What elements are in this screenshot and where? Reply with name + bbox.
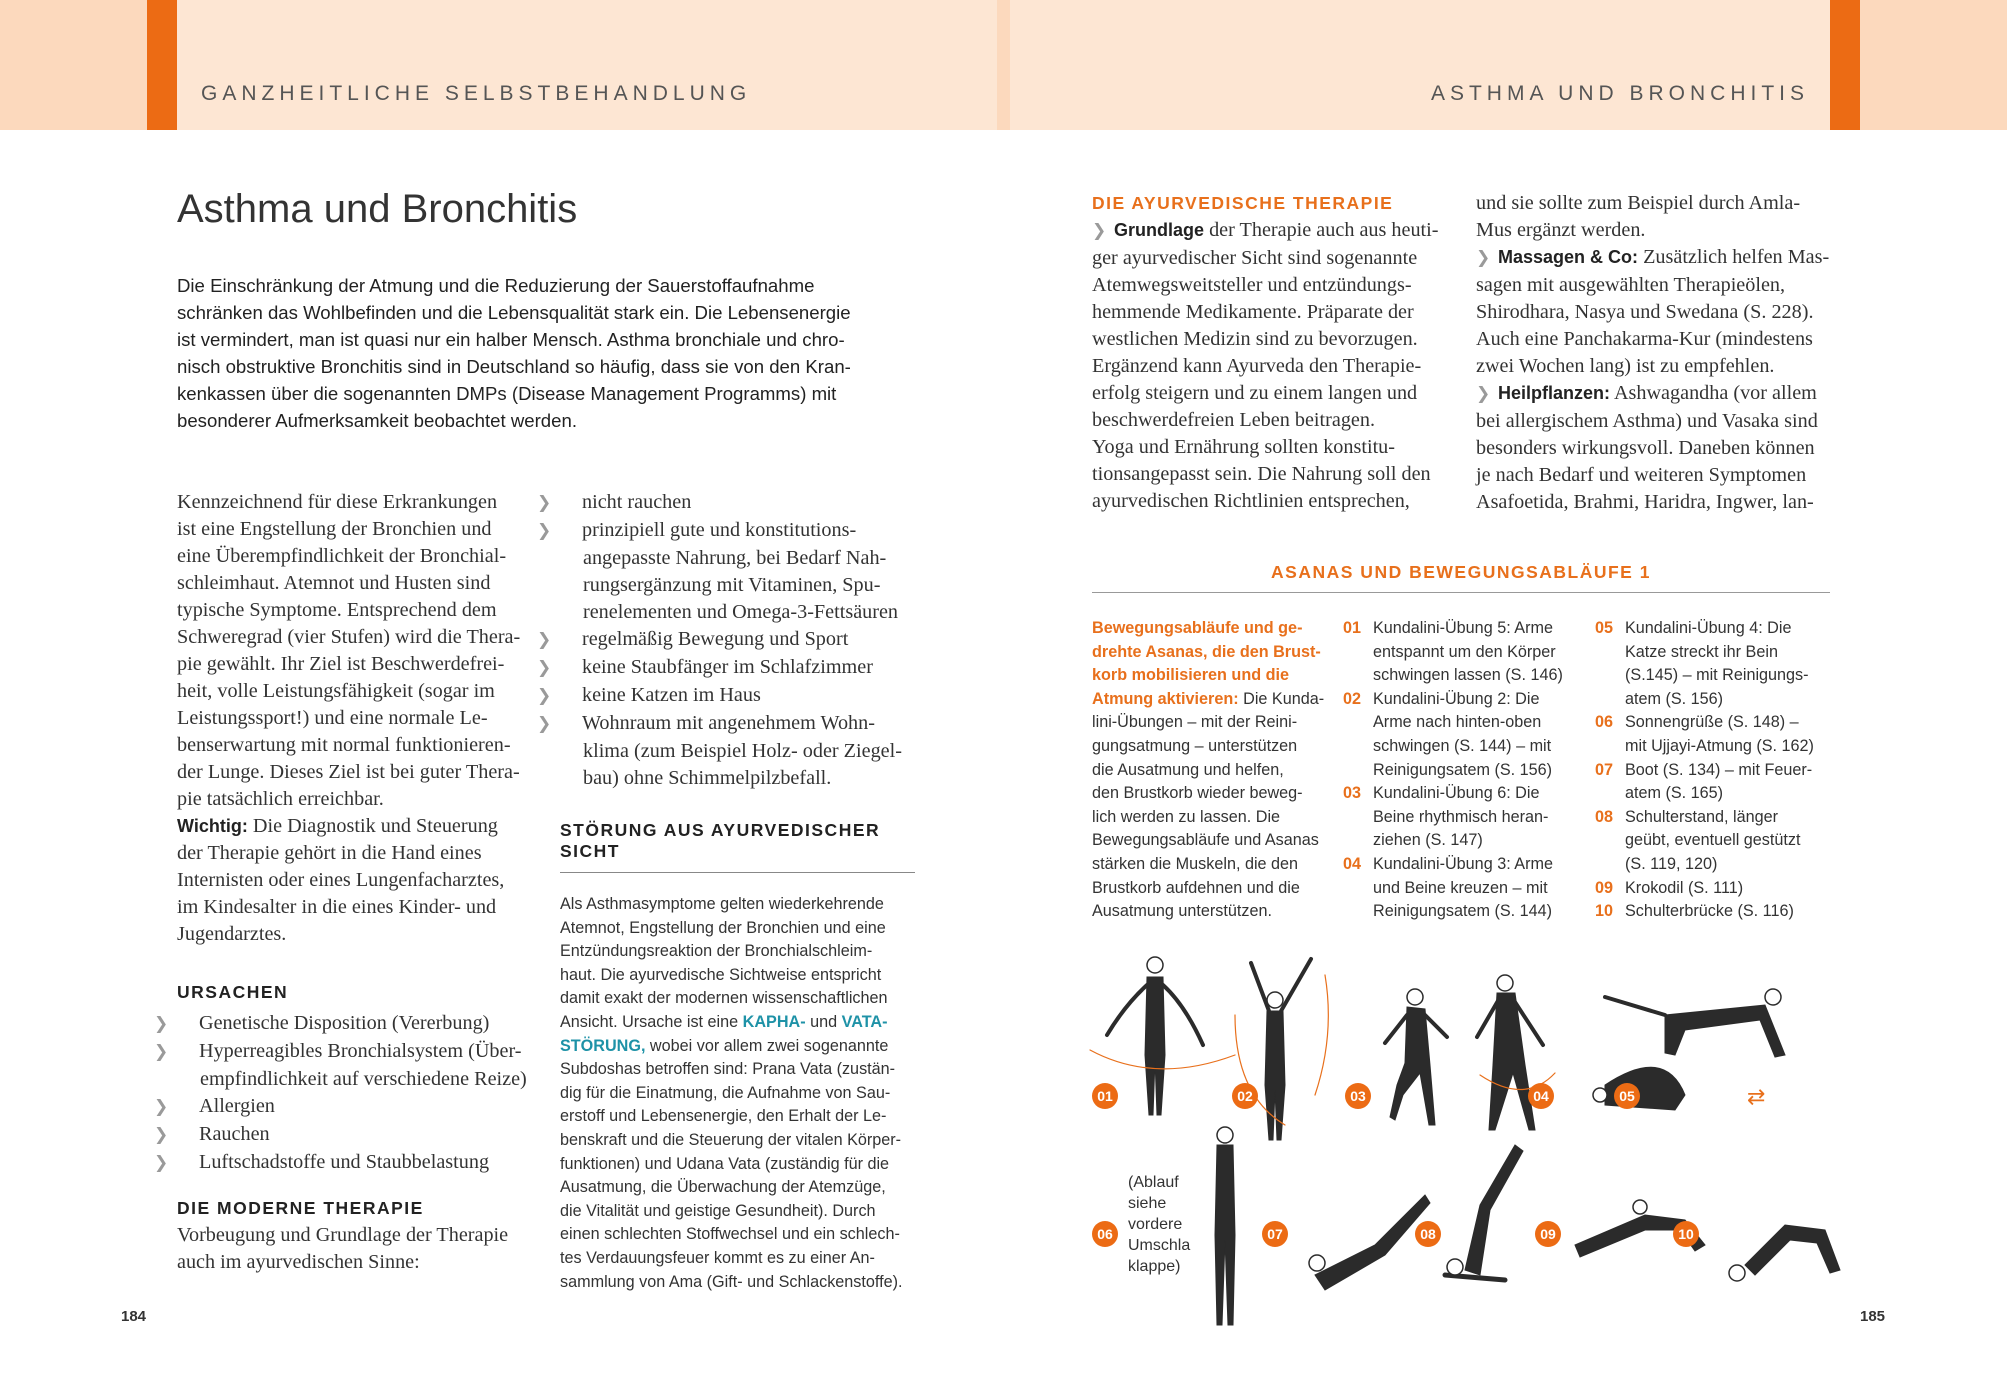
heilpflanzen-label: Heilpflanzen: [1498,383,1611,403]
column-b [537,489,920,1294]
lead-line: Die Einschränkung der Atmung und die Reduzierung der Sauerstoffaufnahme [177,275,815,296]
text-line: auch im ayurvedischen Sinne: [177,1251,420,1273]
figure-badge-01: 01 [1092,1083,1118,1109]
exercise-item: 09 Krokodil (S. 111) [1595,878,1744,897]
lead-line: schränken das Wohlbefinden und die Lebensqualität stark ein. Die Lebensenergie [177,302,851,323]
figure-badge-04: 04 [1528,1083,1554,1109]
stoerung-heading: STÖRUNG AUS AYURVEDISCHER SICHT [560,820,881,861]
figure-badge-05: 05 [1614,1083,1640,1109]
chevron-right-icon: ❯ [537,521,552,541]
text-line: eine Überempfindlichkeit der Bronchial- [177,545,507,567]
accent-stripe-right [1830,0,1860,130]
text-line: Yoga und Ernährung sollten konstitu- [1092,436,1395,458]
figure-10-illustration [1729,1225,1840,1281]
text-line: ayurvedischen Richtlinien entsprechen, [1092,490,1410,512]
text-line: bei allergischem Asthma) und Vasaka sind [1476,410,1818,432]
figure-badge-03: 03 [1345,1083,1371,1109]
stoerung-term: STÖRUNG, [560,1036,646,1055]
asanas-intro: Bewegungsabläufe und ge- drehte Asanas, die den Brust- korb mobilisieren und die Atmung aktivieren: Die Kunda- lini-Übungen – mit der Reini- gungsatmung – unterstützen die Ausatmung und helfen, den Brustkorb wieder beweg- lich werden zu lassen. Die Bewegungsabläufe und Asanas stärken die Muskeln, die den Brustkorb aufdehnen und die Ausatmung unterstützen. [1092,619,1325,921]
running-head-left: GANZHEITLICHE SELBSTBEHANDLUNG [201,82,752,105]
exercise-item: 06 Sonnengrüße (S. 148) – mit Ujjayi-Atmung (S. 162) [1595,713,1814,755]
ursachen-heading: URSACHEN [177,982,289,1002]
text-line: Schweregrad (vier Stufen) wird die Thera- [177,626,521,648]
figure-06-illustration [1215,1127,1235,1325]
chevron-right-icon: ❯ [1092,221,1107,241]
kapha-term: KAPHA- [742,1012,806,1031]
exercise-item: 07 Boot (S. 134) – mit Feuer- atem (S. 165) [1595,760,1813,803]
figure-07-illustration [1309,1195,1430,1290]
text-line: Ergänzend kann Ayurveda den Therapie- [1092,355,1422,377]
list-item: ❯ regelmäßig Bewegung und Sport [560,626,920,654]
exercise-list-left [1343,617,1573,924]
vorbeugung-list [537,489,920,792]
moderne-therapie-heading: DIE MODERNE THERAPIE [177,1198,424,1218]
stoerung-paragraph: Als Asthmasymptome gelten wiederkehrende Atemnot, Engstellung der Bronchien und eine Entzündungsreaktion der Bronchialschleim- haut. Die ayurvedische Sichtweise entspricht damit exakt der modernen wissenschaftlichen Ansicht. Ursache ist eine KAPHA- und VATA- STÖRUNG, wobei vor allem zwei sogenannte Subdoshas betroffen sind: Prana Vata (zustän- dig für die Einatmung, die Aufnahme von Sau- erstoff und Lebensenergie, den Erhalt der Le- benskraft und die Steuerung der vitalen Körper- funktionen) und Udana Vata (zuständig für die Ausatmung, die Überwachung der Atemzüge, die Vitalität und geistige Gesundheit). Durch einen schlechten Stoffwechsel und ein schlech- tes Verdauungsfeuer kommt es zu einer An- sammlung von Ama (Gift- und Schlackenstoffe). [560,895,903,1291]
exercise-item: 10 Schulterbrücke (S. 116) [1595,902,1794,921]
ayurvedische-therapie-heading: DIE AYURVEDISCHE THERAPIE [1092,193,1394,213]
exercise-item: 03 Kundalini-Übung 6: Die Beine rhythmisch heran- ziehen (S. 147) [1343,784,1549,850]
wichtig-paragraph [177,813,537,948]
list-item: ❯ prinzipiell gute und konstitutions- angepasste Nahrung, bei Bedarf Nah- rungsergänzung mit Vitaminen, Spu- renelementen und Omega-3-Fettsäuren [537,519,899,623]
page-title: Asthma und Bronchitis [177,187,578,231]
running-head-right: ASTHMA UND BRONCHITIS [1430,82,1809,105]
text-line: heit, volle Leistungsfähigkeit (sogar im [177,680,495,702]
figure-badge-08: 08 [1415,1221,1441,1247]
figure-02-illustration [1235,959,1328,1140]
text-line: der Lunge. Dieses Ziel ist bei guter Thera- [177,761,520,783]
list-item: ❯ keine Staubfänger im Schlafzimmer [560,654,920,682]
text-line: Atemwegsweitsteller und entzündungs- [1092,274,1412,296]
text-line: Asafoetida, Brahmi, Haridra, Ingwer, lan- [1476,491,1814,513]
list-item: ❯ Luftschadstoffe und Staubbelastung [177,1149,537,1177]
chevron-right-icon: ❯ [1476,384,1491,404]
exercise-list-right [1595,617,1825,924]
text-line: hemmende Medikamente. Präparate der [1092,301,1414,323]
text-line: tionsangepasst sein. Die Nahrung soll den [1092,463,1431,485]
column-d: und sie sollte zum Beispiel durch Amla- Mus ergänzt werden. ❯ Massagen & Co: Zusätzlich helfen Mas- sagen mit ausgewählten Therapieölen, Shirodhara, Nasya und Swedana (S. 228). Auch eine Panchakarma-Kur (mindestens zwei Wochen lang) ist zu empfehlen. ❯ Heilpflanzen: Ashwagandha (vor allem bei allergischem Asthma) und Vasaka sind besonders wirkungsvoll. Daneben können je nach Bedarf und weiteren Symptomen Asafoetida, Brahmi, Haridra, Ingwer, lan- [1476,190,1838,516]
list-item: ❯ Hyperreagibles Bronchialsystem (Über- empfindlichkeit auf verschiedene Reize) [154,1040,527,1090]
list-item: ❯ Genetische Disposition (Vererbung) [177,1010,537,1038]
lead-line: nisch obstruktive Bronchitis sind in Deutschland so häufig, dass sie von den Kran- [177,356,851,377]
intro-paragraph [177,489,537,813]
figure-badge-07: 07 [1262,1221,1288,1247]
text-line: typische Symptome. Entsprechend dem [177,599,497,621]
text-line: beschwerdefreien Leben beitragen. [1092,409,1376,431]
asana-illustrations [1085,945,1845,1330]
text-line: erfolg steigern und zu einem langen und [1092,382,1418,404]
list-item: ❯ keine Katzen im Haus [560,682,920,710]
page-number-left: 184 [121,1308,147,1325]
header-band-right [1010,0,1830,130]
figure-badge-09: 09 [1535,1221,1561,1247]
chevron-right-icon: ❯ [154,1153,169,1173]
text-line: Vorbeugung und Grundlage der Therapie [177,1224,509,1246]
chevron-right-icon: ❯ [537,714,552,734]
vata-term: VATA- [841,1012,888,1031]
text-line: westlichen Medizin sind zu bevorzugen. [1092,328,1418,350]
chevron-right-icon: ❯ [154,1042,169,1062]
list-item: ❯ Allergien [177,1093,537,1121]
text-line: Internisten oder eines Lungenfacharztes, [177,869,505,891]
chevron-right-icon: ❯ [537,658,552,678]
list-item: ❯ Rauchen [177,1121,537,1149]
ursachen-list [154,1010,537,1177]
text-line: im Kindesalter in die eines Kinder- und [177,896,497,918]
lead-line: kenkassen über die sogenannten DMPs (Disease Management Programms) mit [177,383,837,404]
exercise-item: 05 Kundalini-Übung 4: Die Katze streckt ihr Bein (S.145) – mit Reinigungs- atem (S. 156) [1595,619,1809,708]
text-line: pie tatsächlich erreichbar. [177,788,384,810]
figure-badge-10: 10 [1673,1221,1699,1247]
text-line: und sie sollte zum Beispiel durch Amla- [1476,192,1801,214]
exercise-item: 04 Kundalini-Übung 3: Arme und Beine kreuzen – mit Reinigungsatem (S. 144) [1343,854,1553,921]
text-line: Jugendarztes. [177,923,287,945]
text-line: Auch eine Panchakarma-Kur (mindestens [1476,328,1813,350]
exercise-item: 02 Kundalini-Übung 2: Die Arme nach hinten-oben schwingen (S. 144) – mit Reinigungsatem (S. 156) [1343,689,1553,779]
page-number-right: 185 [1860,1308,1886,1325]
text-line: je nach Bedarf und weiteren Symptomen [1476,464,1807,486]
chevron-right-icon: ❯ [537,630,552,650]
text-line: Mus ergänzt werden. [1476,219,1646,241]
chevron-right-icon: ❯ [537,686,552,706]
figure-08-illustration [1445,1145,1523,1280]
chevron-right-icon: ❯ [154,1097,169,1117]
chevron-right-icon: ❯ [537,493,552,513]
text-line: Leistungssport!) und eine normale Le- [177,707,488,729]
lead-paragraph [177,272,907,434]
accent-stripe-left [147,0,177,130]
figure-note: (Ablauf siehe vordere Umschla klappe) [1128,1174,1191,1275]
figure-badge-02: 02 [1232,1083,1258,1109]
column-a [154,489,537,1276]
divider [560,872,915,873]
text-line: benserwartung mit normal funktionieren- [177,734,511,756]
text-line: zwei Wochen lang) ist zu empfehlen. [1476,355,1775,377]
header-band-left [177,0,997,130]
column-c: DIE AYURVEDISCHE THERAPIE ❯ Grundlage der Therapie auch aus heuti- ger ayurvedischer Sicht sind sogenannte Atemwegsweitsteller und entzündungs- hemmende Medikamente. Präparate der westlichen Medizin sind zu bevorzugen. Ergänzend kann Ayurveda den Therapie- erfolg steigern und zu einem langen und beschwerdefreien Leben beitragen. Yoga und Ernährung sollten konstitu- tionsangepasst sein. Die Nahrung soll den ayurvedischen Richtlinien entsprechen, [1092,190,1452,515]
massagen-label: Massagen & Co: [1498,247,1639,267]
swap-arrows-icon: ⇄ [1747,1085,1766,1110]
text-line: der Therapie gehört in die Hand eines [177,842,482,864]
text-line: schleimhaut. Atemnot und Husten sind [177,572,491,594]
text-line: ger ayurvedischer Sicht sind sogenannte [1092,247,1418,269]
text-line: sagen mit ausgewählten Therapieölen, [1476,274,1786,296]
chevron-right-icon: ❯ [154,1125,169,1145]
exercise-item: 08 Schulterstand, länger geübt, eventuell gestützt (S. 119, 120) [1595,807,1801,873]
asanas-divider [1092,592,1830,593]
text-line: pie gewählt. Ihr Ziel ist Beschwerdefrei- [177,653,505,675]
wichtig-label: Wichtig: [177,816,248,836]
chevron-right-icon: ❯ [1476,248,1491,268]
text-line: ist eine Engstellung der Bronchien und [177,518,492,540]
text-line: besonders wirkungsvoll. Daneben können [1476,437,1815,459]
list-item: ❯ Wohnraum mit angenehmem Wohn- klima (zum Beispiel Holz- oder Ziegel- bau) ohne Schimmelpilzbefall. [537,712,902,789]
lead-line: besonderer Aufmerksamkeit beobachtet werden. [177,410,577,431]
asanas-title: ASANAS UND BEWEGUNGSABLÄUFE 1 [1271,562,1651,582]
text-line: Shirodhara, Nasya und Swedana (S. 228). [1476,301,1814,323]
figure-03-illustration [1385,989,1447,1125]
list-item: ❯ nicht rauchen [560,489,920,517]
text-line: Die Diagnostik und Steuerung [247,815,498,837]
text-line: Kennzeichnend für diese Erkrankungen [177,491,498,513]
exercise-item: 01 Kundalini-Übung 5: Arme entspannt um den Körper schwingen lassen (S. 146) [1343,619,1563,685]
grundlage-label: Grundlage [1114,220,1205,240]
lead-line: ist vermindert, man ist quasi nur ein halber Mensch. Asthma bronchiale und chro- [177,329,845,350]
figure-badge-06: 06 [1092,1221,1118,1247]
chevron-right-icon: ❯ [154,1014,169,1034]
